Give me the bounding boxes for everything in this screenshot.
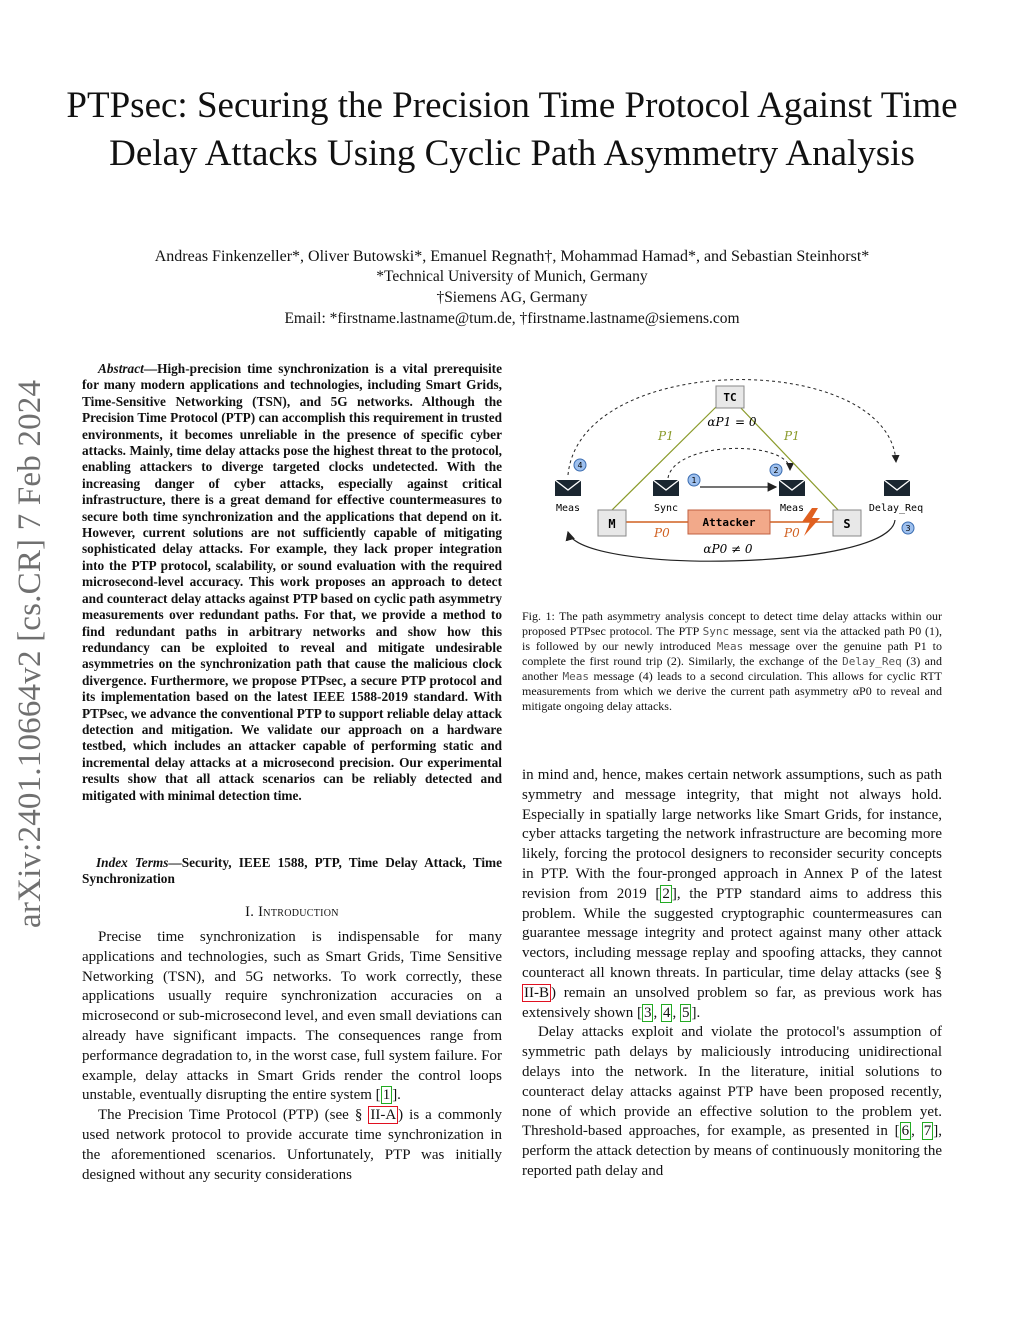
svg-text:3: 3 xyxy=(905,524,911,533)
citation-link[interactable]: 3 xyxy=(643,1004,652,1021)
p0-right-label: P0 xyxy=(784,526,800,540)
envelope-icon xyxy=(884,480,910,496)
citation-link[interactable]: 5 xyxy=(681,1004,690,1021)
meas-left-label: Meas xyxy=(555,503,581,514)
delay-req-label: Delay_Req xyxy=(868,503,924,514)
step-1-badge xyxy=(688,474,700,486)
alpha-p0-label: αP0 ≠ 0 xyxy=(703,542,753,556)
abstract-label: Abstract xyxy=(98,361,144,376)
p0-left-label: P0 xyxy=(654,526,670,540)
intro-right-paragraph-1: in mind and, hence, makes certain network assumptions, such as path symmetry and message integrity, that might not always hold. Especially in spatially large networks like Smart Grids, for instance, cyber attacks targeting the network infrastructure are becoming more likely, forcing the protocol designers to reconsider security concepts in PTP. With the four-pronged approach in Annex P of the latest revision from 2019 [ 2 ], the PTP standard aims to address this problem. While the suggested cryptographic countermeasures can guarantee message integrity and protect against many other attack vectors, including message replay and spoofing attacks, they cannot counteract all known threats. In particular, time delay attacks (see § II-B ) remain an unsolved problem so far, as previous work has extensively shown [ 3 , 4 , 5 ]. xyxy=(522,767,942,1021)
intro-right-paragraph-2: Delay attacks exploit and violate the protocol's assumption of symmetric path delays by maliciously introducing unidirectional delays into the network. In the literature, initial solutions to counteract delay attacks against PTP have been proposed recently, none of which provide an effective solution to the problem yet. Threshold-based approaches, for example, as presented in [ 6 , 7 ], perform the attack detection by means of continuously monitoring the reported path delay and xyxy=(522,1024,942,1179)
citation-link[interactable]: 2 xyxy=(662,885,670,902)
email-line: Email: *firstname.lastname@tum.de, †firstname.lastname@siemens.com xyxy=(284,310,740,327)
envelope-icon xyxy=(779,480,805,496)
svg-text:2: 2 xyxy=(773,466,779,475)
abstract-text: —High-precision time synchronization is a vital prerequisite for many modern applications and technologies, including Smart Grids, Time-Sensitive Networking (TSN), and 5G networks. Although the Precision Time Protocol (PTP) can accomplish this requirement in trusted environments, it becomes unreliable in the presence of specific cyber attacks. Mainly, time delay attacks pose the highest threat to the protocol, enabling attackers to diverge targeted clocks undetected. With the increasing danger of cyber attacks, especially against critical infrastructure, there is a great demand for effective countermeasures to secure both time synchronization and the applications that depend on it. However, current solutions are not sufficiently capable of mitigating sophisticated delay attacks. For example, they lack proper integration into the PTP protocol, scalability, or sound evaluation with the required microsecond-level accuracy. This work proposes an approach to detect and counteract delay attacks against PTP based on cyclic path asymmetry measurements over redundant paths. For that, we provide a method to find redundant paths in arbitrary networks and show how this redundancy can be exploited to reveal and mitigate undesirable asymmetries on the synchronization path that cause the malicious clock divergence. Furthermore, we propose PTPsec, a secure PTP protocol and its implementation based on the latest IEEE 1588-2019 standard. With PTPsec, we advance the conventional PTP to support reliable delay attack detection and mitigation. We validate our approach on a hardware testbed, which includes an attacker capable of performing static and incremental delay attacks at a microsecond precision. Our experimental results show that all attack scenarios can be reliably detected and mitigated with minimal detection time. xyxy=(82,361,502,803)
step-3-badge xyxy=(902,522,914,534)
envelope-icon xyxy=(555,480,581,496)
section-heading xyxy=(82,904,502,921)
section-title: Introduction xyxy=(258,904,339,920)
abstract xyxy=(82,361,502,804)
figure-1 xyxy=(540,360,940,580)
tc-label: TC xyxy=(723,391,737,404)
index-terms xyxy=(82,855,502,888)
step-4-badge xyxy=(574,459,586,471)
s-label: S xyxy=(843,517,851,531)
index-terms-text: —Security, IEEE 1588, PTP, Time Delay Attack, Time Synchronization xyxy=(82,855,503,887)
intro-paragraph-1: Precise time synchronization is indispensable for many applications and technologies, such as Smart Grids, Time Sensitive Networking (TSN), and 5G networks. To work correctly, these applications usually require synchronization accuracies on a microsecond or sub-microsecond level, and even small deviations can already have significant impacts. The consequences range from performance degradation to, in the worst case, full system failure. For example, delay attacks in Smart Grids render the control loops unstable, eventually disrupting the entire system [ 1 ]. xyxy=(82,929,502,1104)
section-number: I. xyxy=(245,904,255,920)
index-terms-label: Index Terms xyxy=(96,855,169,870)
section-ref-link[interactable]: II-A xyxy=(370,1107,397,1124)
citation-link[interactable]: 4 xyxy=(662,1004,671,1021)
sync-label: Sync xyxy=(653,503,679,514)
intro-paragraph-2: The Precision Time Protocol (PTP) (see § II-A ) is a commonly used network protocol to provide accurate time synchronization in the aforementioned scenarios. Unfortunately, PTP was initially designed without any security considerations xyxy=(82,1107,502,1183)
svg-text:1: 1 xyxy=(691,476,697,485)
attacker-label: Attacker xyxy=(702,516,756,529)
step-2-badge xyxy=(770,464,782,476)
citation-link[interactable]: 7 xyxy=(923,1123,932,1140)
svg-text:4: 4 xyxy=(577,461,583,470)
affiliation-siemens: †Siemens AG, Germany xyxy=(436,289,588,306)
section-ref-link[interactable]: II-B xyxy=(524,984,549,1001)
paper-title: PTPsec: Securing the Precision Time Protocol Against Time Delay Attacks Using Cyclic Path Asymmetry Analysis xyxy=(66,85,958,174)
m-label: M xyxy=(608,517,616,531)
intro-left-column xyxy=(82,928,502,1185)
author-list: Andreas Finkenzeller*, Oliver Butowski*, Emanuel Regnath†, Mohammad Hamad*, and Sebastian Steinhorst* xyxy=(154,248,870,265)
arxiv-identifier: arXiv:2401.10664v2 [cs.CR] 7 Feb 2024 xyxy=(12,379,48,928)
alpha-p1-label: αP1 = 0 xyxy=(707,415,757,429)
figure-caption: Fig. 1: The path asymmetry analysis concept to detect time delay attacks within our proposed PTPsec protocol. The PTP Sync message, sent via the attacked path P0 (1), is followed by our newly introduced Meas message over the genuine path P1 to complete the first round trip (2). Similarly, the exchange of the Delay_Req (3) and another Meas message (4) leads to a second circulation. This allows for cyclic RTT measurements from which we derive the current path asymmetry αP0 to reveal and mitigate ongoing delay attacks. xyxy=(522,609,943,713)
p1-left-label: P1 xyxy=(658,429,674,443)
path-asymmetry-diagram xyxy=(540,360,940,580)
citation-link[interactable]: 6 xyxy=(901,1123,910,1140)
meas-mid-label: Meas xyxy=(779,503,805,514)
citation-link[interactable]: 1 xyxy=(382,1087,391,1104)
p1-right-label: P1 xyxy=(784,429,800,443)
affiliation-tum: *Technical University of Munich, Germany xyxy=(376,268,648,285)
intro-right-column xyxy=(522,766,942,1182)
envelope-icon xyxy=(653,480,679,496)
